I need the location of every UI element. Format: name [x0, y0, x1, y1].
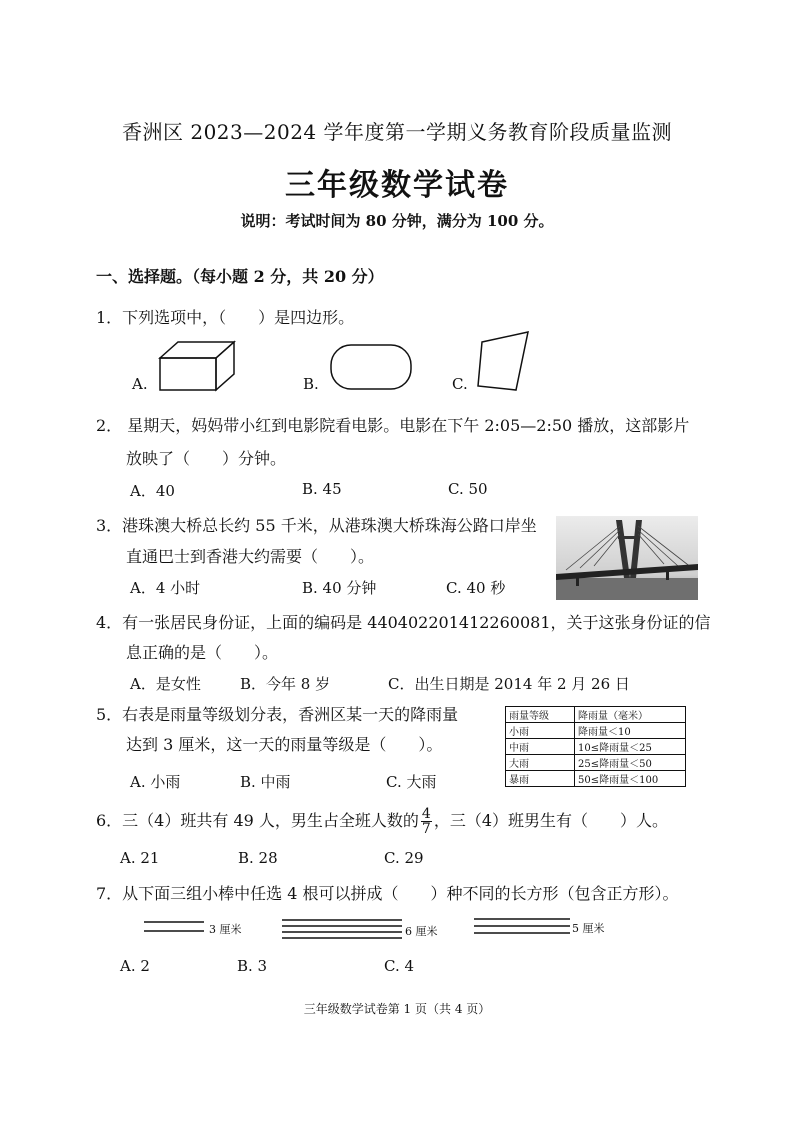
question-7-text: 7．从下面三组小棒中任选 4 根可以拼成（ ）种不同的长方形（包含正方形）。 [96, 884, 679, 903]
table-cell: 50≤降雨量＜100 [575, 771, 686, 787]
exam-note: 说明：考试时间为 80 分钟，满分为 100 分。 [240, 212, 554, 230]
table-row [506, 771, 686, 787]
q3-option-a: A．4 小时 [130, 579, 201, 597]
q2-option-b: B. 45 [302, 480, 342, 498]
table-cell: 大雨 [506, 755, 575, 771]
table-cell: 暴雨 [506, 771, 575, 787]
question-6-suffix: ，三（4）班男生有（ ）人。 [433, 811, 669, 830]
q3-option-b: B. 40 分钟 [302, 579, 377, 597]
q1-quadrilateral-figure [472, 328, 534, 394]
table-header-cell: 降雨量（毫米） [575, 707, 686, 723]
table-cell: 10≤降雨量＜25 [575, 739, 686, 755]
stick-group-6cm [278, 915, 406, 943]
q6-option-b: B. 28 [238, 849, 278, 867]
question-6-text [96, 806, 668, 836]
q1-option-c-label: C. [452, 375, 468, 393]
q1-cuboid-figure [156, 338, 238, 394]
q4-option-b: B．今年 8 岁 [240, 675, 331, 693]
q1-option-a-label: A. [132, 375, 148, 393]
stick-group-5cm [470, 913, 574, 941]
table-cell: 中雨 [506, 739, 575, 755]
q1-option-b-label: B. [303, 375, 319, 393]
q5-option-a: A. 小雨 [130, 773, 181, 791]
q4-option-a: A．是女性 [130, 675, 201, 693]
exam-header: 香洲区 2023—2024 学年度第一学期义务教育阶段质量监测 [121, 120, 672, 144]
question-3-line2: 直通巴士到香港大约需要（ ）。 [126, 547, 375, 566]
fraction [421, 807, 432, 836]
q7-option-a: A. 2 [120, 957, 150, 975]
rainfall-grade-table [505, 706, 686, 787]
question-3-line1: 3．港珠澳大桥总长约 55 千米，从港珠澳大桥珠海公路口岸坐 [96, 516, 537, 535]
table-header-cell: 雨量等级 [506, 707, 575, 723]
table-cell: 小雨 [506, 723, 575, 739]
q2-option-c: C. 50 [448, 480, 488, 498]
question-2-line2: 放映了（ ）分钟。 [126, 449, 287, 468]
question-4-line2: 息正确的是（ ）。 [126, 643, 279, 662]
table-cell: 降雨量＜10 [575, 723, 686, 739]
question-1-text: 1．下列选项中，（ ）是四边形。 [96, 308, 355, 327]
table-row [506, 755, 686, 771]
stick-label-6cm: 6 厘米 [405, 925, 438, 938]
q4-option-c: C．出生日期是 2014 年 2 月 26 日 [388, 675, 630, 693]
fraction-denominator: 7 [421, 821, 431, 837]
question-4-line1: 4．有一张居民身份证，上面的编码是 440402201412260081，关于这张身份证的信 [96, 613, 711, 632]
q7-option-c: C. 4 [384, 957, 415, 975]
q6-option-c: C. 29 [384, 849, 424, 867]
fraction-numerator: 4 [421, 806, 431, 822]
section-heading: 一、选择题。（每小题 2 分，共 20 分） [96, 267, 384, 286]
stick-label-3cm: 3 厘米 [209, 923, 242, 936]
q3-option-c: C. 40 秒 [446, 579, 506, 597]
question-6-prefix: 6．三（4）班共有 49 人，男生占全班人数的 [96, 811, 419, 830]
q5-option-b: B. 中雨 [240, 773, 291, 791]
stick-group-3cm [140, 915, 208, 939]
exam-title: 三年级数学试卷 [285, 168, 509, 203]
q7-option-b: B. 3 [237, 957, 268, 975]
question-5-line2: 达到 3 厘米，这一天的雨量等级是（ ）。 [126, 735, 443, 754]
table-row [506, 723, 686, 739]
question-2-line1: 2． 星期天，妈妈带小红到电影院看电影。电影在下午 2:05—2:50 播放，这部影片 [96, 416, 690, 435]
q5-option-c: C. 大雨 [386, 773, 437, 791]
table-row [506, 739, 686, 755]
q6-option-a: A. 21 [120, 849, 160, 867]
bridge-photo [556, 516, 698, 600]
table-header-row [506, 707, 686, 723]
table-cell: 25≤降雨量＜50 [575, 755, 686, 771]
q1-rounded-rectangle-figure [328, 342, 414, 392]
stick-label-5cm: 5 厘米 [572, 922, 605, 935]
q2-option-a: A．40 [130, 482, 175, 500]
question-5-line1: 5．右表是雨量等级划分表，香洲区某一天的降雨量 [96, 705, 459, 724]
page-footer: 三年级数学试卷第 1 页（共 4 页） [303, 1002, 491, 1016]
